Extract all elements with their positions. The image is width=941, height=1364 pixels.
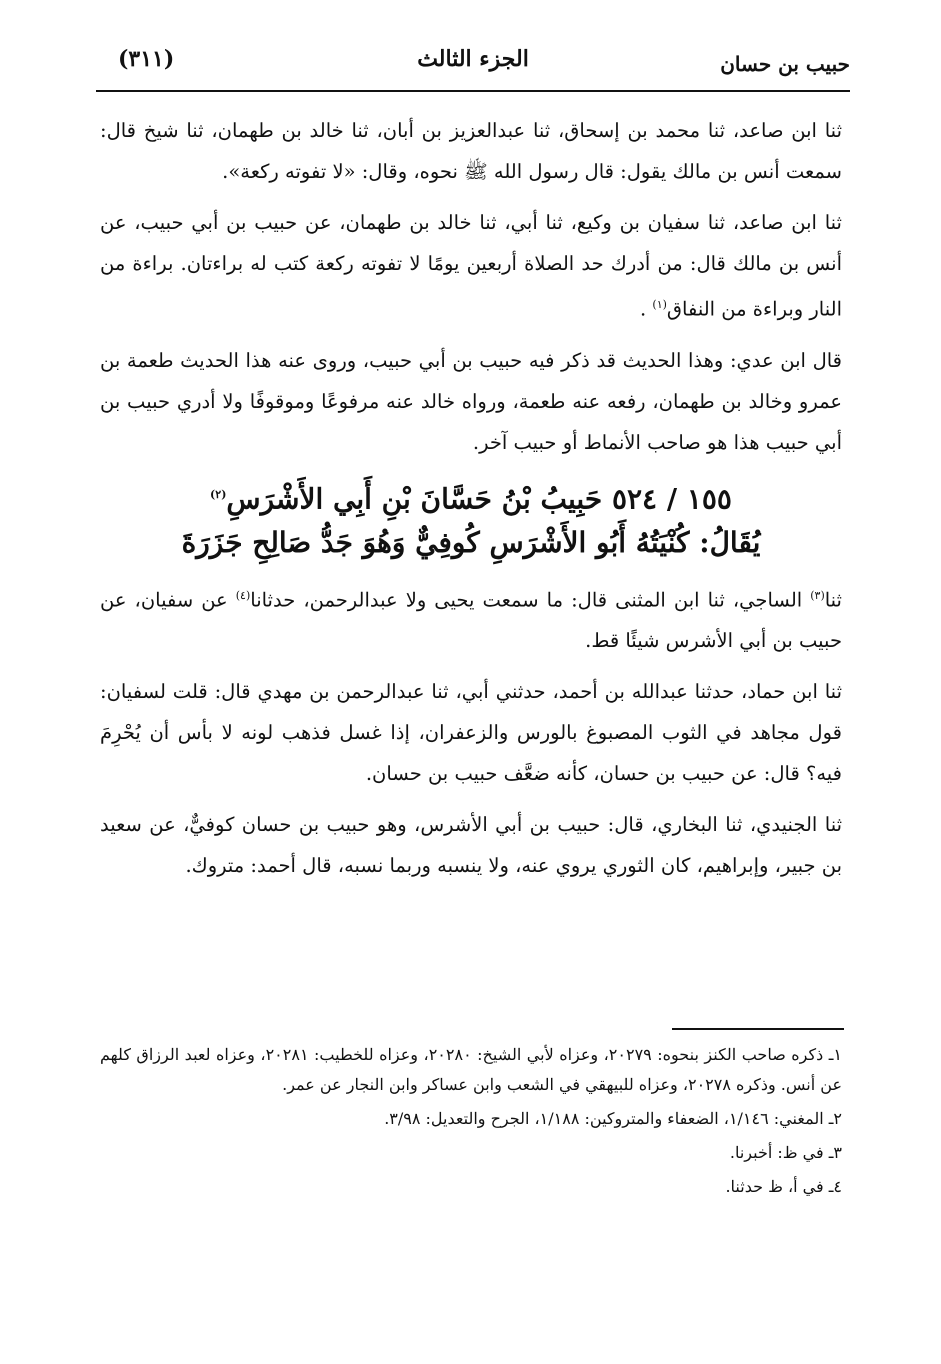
entry-title-line-2: يُقَالُ: كُنْيَتُهُ أَبُو الأَشْرَسِ كُوفِيٌّ وَهُوَ جَدُّ صَالِحِ جَزَرَةَ: [181, 525, 761, 559]
paragraph-1: ثنا ابن صاعد، ثنا محمد بن إسحاق، ثنا عبدالعزيز بن أبان، ثنا خالد بن طهمان، ثنا شيخ قال: سمعت أنس بن مالك يقول: قال رسول الله ﷺ نحوه، وقال: «لا تفوته ركعة».: [100, 119, 842, 183]
footnote-2: ٢ـ المغني: ١/١٤٦، الضعفاء والمتروكين: ١/١٨٨، الجرح والتعديل: ٣/٩٨.: [384, 1109, 842, 1128]
footnote-rule: [672, 1028, 844, 1030]
entry-title-line-1: [100, 473, 842, 521]
paragraph-6: ثنا الجنيدي، ثنا البخاري، قال: حبيب بن أبي الأشرس، وهو حبيب بن حسان كوفيٌّ، عن سعيد بن جبير، وإبراهيم، كان الثوري يروي عنه، ولا ينسبه وربما نسبه، قال أحمد: متروك.: [100, 813, 842, 878]
footnote-marker-1: (١): [652, 298, 667, 311]
paragraph-2-end: .: [640, 297, 653, 321]
footnote-1: ١ـ ذكره صاحب الكنز بنحوه: ٢٠٢٧٩، وعزاه لأبي الشيخ: ٢٠٢٨٠، وعزاه للخطيب: ٢٠٢٨١، وعزاه لعبد الرزاق كلهم عن أنس. وذكره ٢٠٢٧٨، وعزاه للبيهقي في الشعب وابن عساكر وابن النجار عن عمر.: [100, 1045, 843, 1094]
paragraph-2: [100, 202, 842, 330]
paragraph-5: ثنا ابن حماد، حدثنا عبدالله بن أحمد، حدثني أبي، ثنا عبدالرحمن بن مهدي قال: قلت لسفيان: قول مجاهد في الثوب المصبوغ بالورس والزعفران، إذا غسل فذهب لونه لا بأس أن يُحْرِمَ فيه؟ قال: عن حبيب بن حسان، كأنه ضعَّف حبيب بن حسان.: [100, 680, 842, 786]
footnote-3: ٣ـ في ظ: أخبرنا.: [729, 1143, 842, 1162]
main-text: [100, 110, 842, 896]
footnote-marker-3: (٣): [810, 588, 825, 602]
entry-title-text: ١٥٥ / ٥٢٤ حَبِيبُ بْنُ حَسَّانَ بْنِ أَبِي الأَشْرَسِ: [226, 481, 732, 515]
footnote-4: ٤ـ في أ، ظ حدثنا.: [725, 1177, 842, 1196]
paragraph-3: قال ابن عدي: وهذا الحديث قد ذكر فيه حبيب بن أبي حبيب، وروى عنه هذا الحديث طعمة بن عمرو وخالد بن طهمان، رفعه عنه طعمة، ورواه خالد عنه مرفوعًا وموقوفًا ولا أدري حبيب بن أبي حبيب هذا هو صاحب الأنماط أو حبيب آخر.: [100, 348, 842, 454]
volume-title: الجزء الثالث: [417, 46, 529, 72]
page-number: (٣١١): [118, 46, 175, 72]
paragraph-4-middle: الساجي، ثنا ابن المثنى قال: ما سمعت يحيى ولا عبدالرحمن، حدثانا: [250, 588, 811, 612]
footnotes: [100, 1040, 842, 1206]
entry-title: [100, 473, 842, 565]
paragraph-2-text: ثنا ابن صاعد، ثنا سفيان بن وكيع، ثنا أبي، ثنا خالد بن طهمان، عن حبيب بن أبي حبيب، عن أنس بن مالك قال: من أدرك حد الصلاة أربعين يومًا لا تفوته ركعة كتب له براءتان. براءة من النار وبراءة من النفاق: [100, 211, 842, 321]
paragraph-4: [100, 575, 842, 662]
paragraph-4-start: ثنا: [824, 588, 842, 612]
footnote-marker-4: (٤): [235, 588, 251, 602]
header-rule: [96, 90, 850, 92]
paragraph-4-end: عن سفيان، عن حبيب بن أبي الأشرس شيئًا قط.: [100, 588, 842, 653]
page-header: [96, 40, 850, 90]
footnote-marker-2: (٢): [210, 487, 227, 501]
running-head-entry: حبيب بن حسان: [720, 52, 850, 76]
